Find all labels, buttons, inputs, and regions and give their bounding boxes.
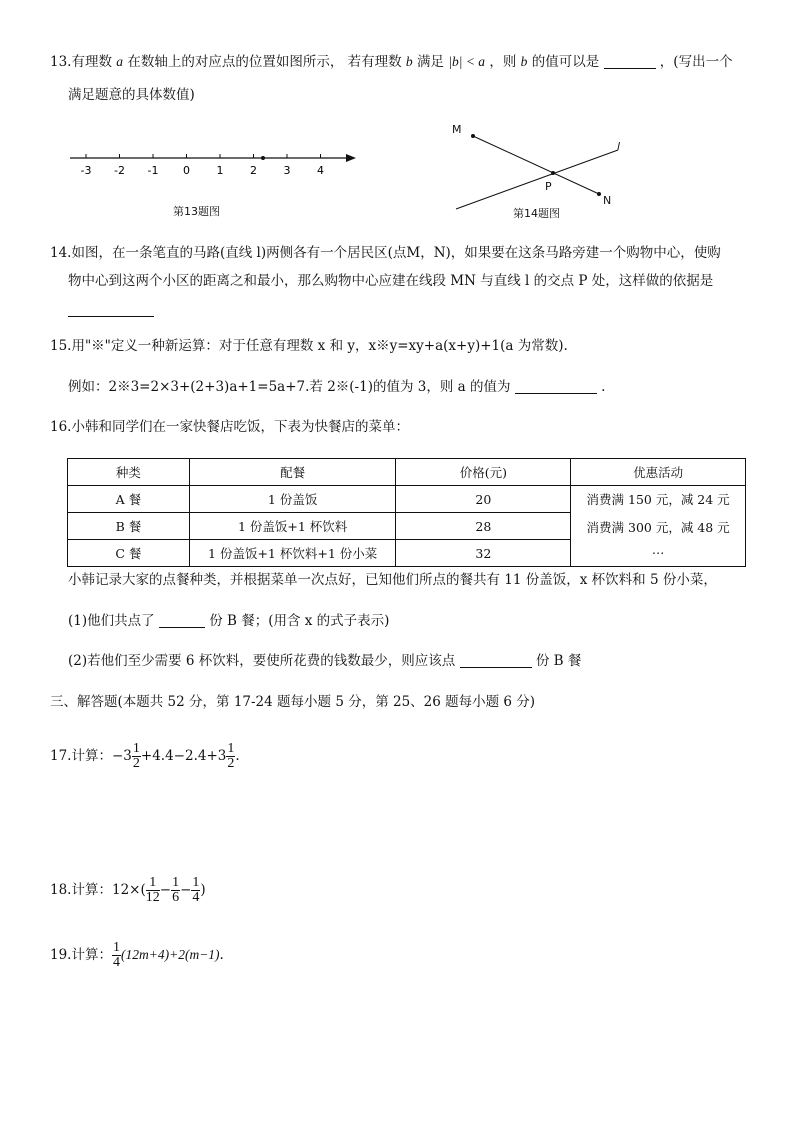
table-row xyxy=(68,486,746,513)
label-n: N xyxy=(603,194,612,207)
q19 xyxy=(50,935,224,975)
header-cell: 优惠活动 xyxy=(571,459,746,486)
point-n xyxy=(597,192,601,196)
denominator: 2 xyxy=(227,755,235,771)
number-line-tick-label: 4 xyxy=(317,164,324,177)
table-cell: 20 xyxy=(396,486,571,513)
math-term: − xyxy=(180,882,192,898)
q16-sub1 xyxy=(68,612,389,630)
number-line-tick-label: -1 xyxy=(147,164,159,177)
q19-label: 19.计算： xyxy=(50,947,112,963)
number-line-tick-label: 1 xyxy=(216,164,224,177)
point-a xyxy=(261,156,265,160)
number-line-tick-label: 2 xyxy=(250,164,257,177)
q13-line1 xyxy=(50,53,733,71)
fraction xyxy=(226,742,235,771)
math-term: . xyxy=(235,748,240,764)
q13-line2: 满足题意的具体数值) xyxy=(68,87,195,103)
section-title: 三、解答题(本题共 52 分，第 17-24 题每小题 5 分，第 25、26 题每小题 6 分) xyxy=(50,694,536,710)
q14-line2: 物中心到这两个小区的距离之和最小，那么购物中心应建在线段 MN 与直线 l 的交点 P 处，这样做的依据是 xyxy=(68,273,714,289)
numerator: 1 xyxy=(112,939,120,955)
numerator: 1 xyxy=(192,874,200,890)
number-line-tick-label: -2 xyxy=(114,164,125,177)
line-l xyxy=(456,150,618,209)
numerator: 1 xyxy=(227,740,235,756)
menu-table xyxy=(67,458,746,567)
q16-after: 小韩记录大家的点餐种类，并根据菜单一次点好，已知他们所点的餐共有 11 份盖饭，x 杯饮料和 5 份小菜， xyxy=(68,572,717,588)
q17 xyxy=(50,736,240,776)
header-cell: 种类 xyxy=(68,459,190,486)
number-line xyxy=(66,148,362,182)
fraction xyxy=(171,876,180,905)
promo-cell xyxy=(571,486,746,567)
fraction xyxy=(112,941,121,970)
q17-label: 17.计算： xyxy=(50,748,112,764)
promo-line: 消费满 150 元，减 24 元 xyxy=(586,492,730,507)
table-header-row xyxy=(68,459,746,486)
q16-text: 份 B 餐；(用含 x 的式子表示) xyxy=(209,613,390,629)
math-expression: (12m+4)+2(m−1) xyxy=(120,947,220,962)
q18-label: 18.计算： xyxy=(50,882,112,898)
fig14-caption: 第14题图 xyxy=(513,207,560,220)
q14-answer-row xyxy=(68,299,154,318)
q13-text: ，(写出一个 xyxy=(659,54,733,70)
promo-line: 消费满 300 元，减 48 元 xyxy=(586,520,730,535)
header-cell: 配餐 xyxy=(189,459,396,486)
table-cell: C 餐 xyxy=(68,540,190,567)
q15-line2 xyxy=(68,378,605,396)
denominator: 4 xyxy=(192,889,200,905)
q16-sub2 xyxy=(68,652,581,670)
label-p: P xyxy=(545,180,552,193)
abs-expression: |b| < a xyxy=(448,54,486,69)
answer-blank[interactable] xyxy=(604,54,656,69)
math-term: ) xyxy=(200,882,206,898)
math-term: . xyxy=(219,947,224,963)
math-term: 12×( xyxy=(111,882,146,898)
fig13-caption: 第13题图 xyxy=(173,205,220,218)
denominator: 4 xyxy=(112,954,120,970)
header-cell: 价格(元) xyxy=(396,459,571,486)
q16-intro: 16.小韩和同学们在一家快餐店吃饭，下表为快餐店的菜单： xyxy=(50,419,409,435)
var-b: b xyxy=(520,54,528,69)
segment-mn xyxy=(473,136,599,194)
number-line-tick-label: 0 xyxy=(183,164,190,177)
answer-blank[interactable] xyxy=(515,379,597,394)
table-cell: 32 xyxy=(396,540,571,567)
q16-text: (1)他们共点了 xyxy=(68,613,155,629)
q15-text: 例如：2※3=2×3+(2+3)a+1=5a+7.若 2※(-1)的值为 3，则 a 的值为 xyxy=(68,379,511,395)
answer-blank[interactable] xyxy=(159,613,205,628)
table-cell: 1 份盖饭+1 杯饮料 xyxy=(189,513,396,540)
table-cell: 1 份盖饭 xyxy=(189,486,396,513)
fraction xyxy=(146,876,160,905)
table-cell: A 餐 xyxy=(68,486,190,513)
q13-text: 13.有理数 xyxy=(50,54,112,70)
math-term: − xyxy=(159,882,172,898)
var-a: a xyxy=(116,54,124,69)
fraction xyxy=(132,742,141,771)
label-l: l xyxy=(617,140,621,153)
fraction xyxy=(191,876,200,905)
point-p xyxy=(551,171,555,175)
answer-blank[interactable] xyxy=(460,653,532,668)
q15-line1: 15.用"※"定义一种新运算：对于任意有理数 x 和 y，x※y=xy+a(x+y)+1(a 为常数). xyxy=(50,338,568,354)
answer-blank[interactable] xyxy=(68,302,154,317)
table-cell: 28 xyxy=(396,513,571,540)
q13-text: 满足 xyxy=(416,54,444,70)
q13-text: 的值可以是 xyxy=(531,54,600,70)
numerator: 1 xyxy=(172,874,180,890)
label-m: M xyxy=(452,123,462,136)
q14-line1: 14.如图，在一条笔直的马路(直线 l)两侧各有一个居民区(点M，N)，如果要在这条马路旁建一个购物中心，使购 xyxy=(50,245,721,261)
numerator: 1 xyxy=(146,876,160,891)
promo-ellipsis: … xyxy=(651,542,665,557)
denominator: 12 xyxy=(145,889,160,905)
var-b: b xyxy=(405,54,413,69)
number-line-tick-label: -3 xyxy=(80,164,92,177)
table-cell: B 餐 xyxy=(68,513,190,540)
q15-text: . xyxy=(601,379,606,395)
math-term: −3 xyxy=(111,748,132,764)
table-cell: 1 份盖饭+1 杯饮料+1 份小菜 xyxy=(189,540,396,567)
denominator: 6 xyxy=(172,889,180,905)
denominator: 2 xyxy=(132,755,140,771)
point-m xyxy=(471,134,475,138)
q16-text: 份 B 餐 xyxy=(535,653,582,669)
number-line-tick-label: 3 xyxy=(283,164,291,177)
q18 xyxy=(50,870,206,910)
q13-text: 在数轴上的对应点的位置如图所示， 若有理数 xyxy=(127,54,402,70)
numerator: 1 xyxy=(132,740,140,756)
q13-text: ，则 xyxy=(489,54,517,70)
q16-text: (2)若他们至少需要 6 杯饮料，要使所花费的钱数最少，则应该点 xyxy=(68,653,456,669)
math-term: +4.4−2.4+3 xyxy=(140,748,227,764)
